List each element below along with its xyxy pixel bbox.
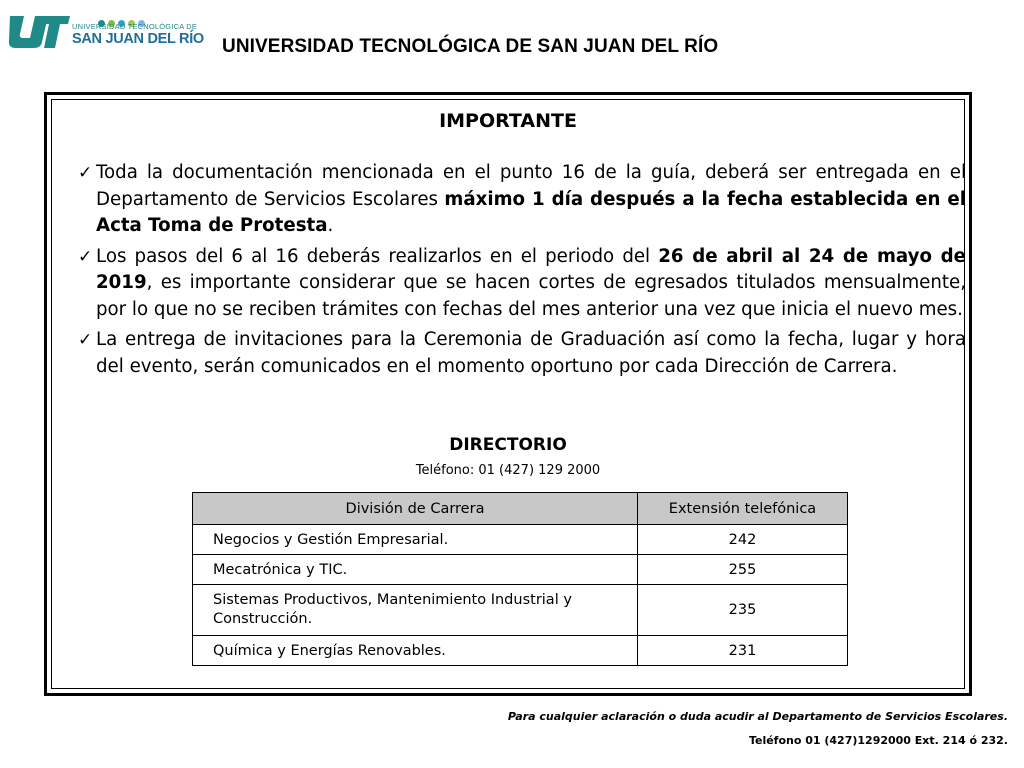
directory-phone: Teléfono: 01 (427) 129 2000 — [415, 463, 601, 478]
ut-logo-icon — [8, 10, 70, 50]
checkmark-icon: ✓ — [78, 163, 93, 183]
extension-cell: 235 — [638, 585, 848, 636]
table-row — [193, 525, 848, 555]
important-heading: IMPORTANTE — [439, 110, 577, 132]
table-row — [193, 585, 848, 636]
university-logo — [8, 8, 208, 54]
directory-heading: DIRECTORIO — [449, 435, 567, 455]
checkmark-icon: ✓ — [78, 330, 93, 350]
notice-bullet — [78, 327, 966, 380]
table-row — [193, 555, 848, 585]
notice-bullet — [78, 244, 966, 324]
table-row — [193, 636, 848, 666]
footer-phone: Teléfono 01 (427)1292000 Ext. 214 ó 232. — [748, 734, 1008, 747]
logo-line2: SAN JUAN DEL RÍO — [72, 31, 204, 47]
table-header-row — [193, 493, 848, 525]
directory-table — [192, 492, 848, 666]
bullet-text: , es importante considerar que se hacen cortes de egresados titulados mensualmente, por lo que no se reciben trámites con fechas del mes anterior una vez que inicia el nuevo mes. — [96, 272, 966, 320]
important-notice-box — [44, 92, 972, 696]
bullet-text: Toda la documentación mencionada en el punto 16 de la guía, deberá ser entregada en el Departamento de Servicios Escolares — [96, 162, 966, 210]
logo-line1: UNIVERSIDAD TECNOLÓGICA DE — [72, 22, 198, 31]
division-cell: Sistemas Productivos, Mantenimiento Industrial y Construcción. — [193, 585, 638, 636]
notice-bullet — [78, 160, 966, 240]
extension-cell: 231 — [638, 636, 848, 666]
division-cell: Negocios y Gestión Empresarial. — [193, 525, 638, 555]
bullet-emphasis: 26 de abril al 24 de mayo de 2019 — [96, 245, 966, 293]
extension-cell: 242 — [638, 525, 848, 555]
notice-list — [78, 160, 966, 384]
bullet-text: Los pasos del 6 al 16 deberás realizarlos en el periodo del — [96, 245, 659, 267]
footer-note: Para cualquier aclaración o duda acudir al Departamento de Servicios Escolares. — [507, 710, 1008, 723]
bullet-emphasis: máximo 1 día después a la fecha establecida en el Acta Toma de Protesta — [96, 188, 966, 236]
extension-cell: 255 — [638, 555, 848, 585]
column-header-extension: Extensión telefónica — [638, 493, 848, 525]
column-header-division: División de Carrera — [193, 493, 638, 525]
bullet-text: . — [327, 215, 334, 236]
division-cell: Química y Energías Renovables. — [193, 636, 638, 666]
division-cell: Mecatrónica y TIC. — [193, 555, 638, 585]
university-title: UNIVERSIDAD TECNOLÓGICA DE SAN JUAN DEL RÍO — [222, 36, 719, 57]
bullet-text: La entrega de invitaciones para la Ceremonia de Graduación así como la fecha, lugar y hora del evento, serán comunicados en el momento oportuno por cada Dirección de Carrera. — [96, 329, 966, 377]
checkmark-icon: ✓ — [78, 246, 93, 267]
